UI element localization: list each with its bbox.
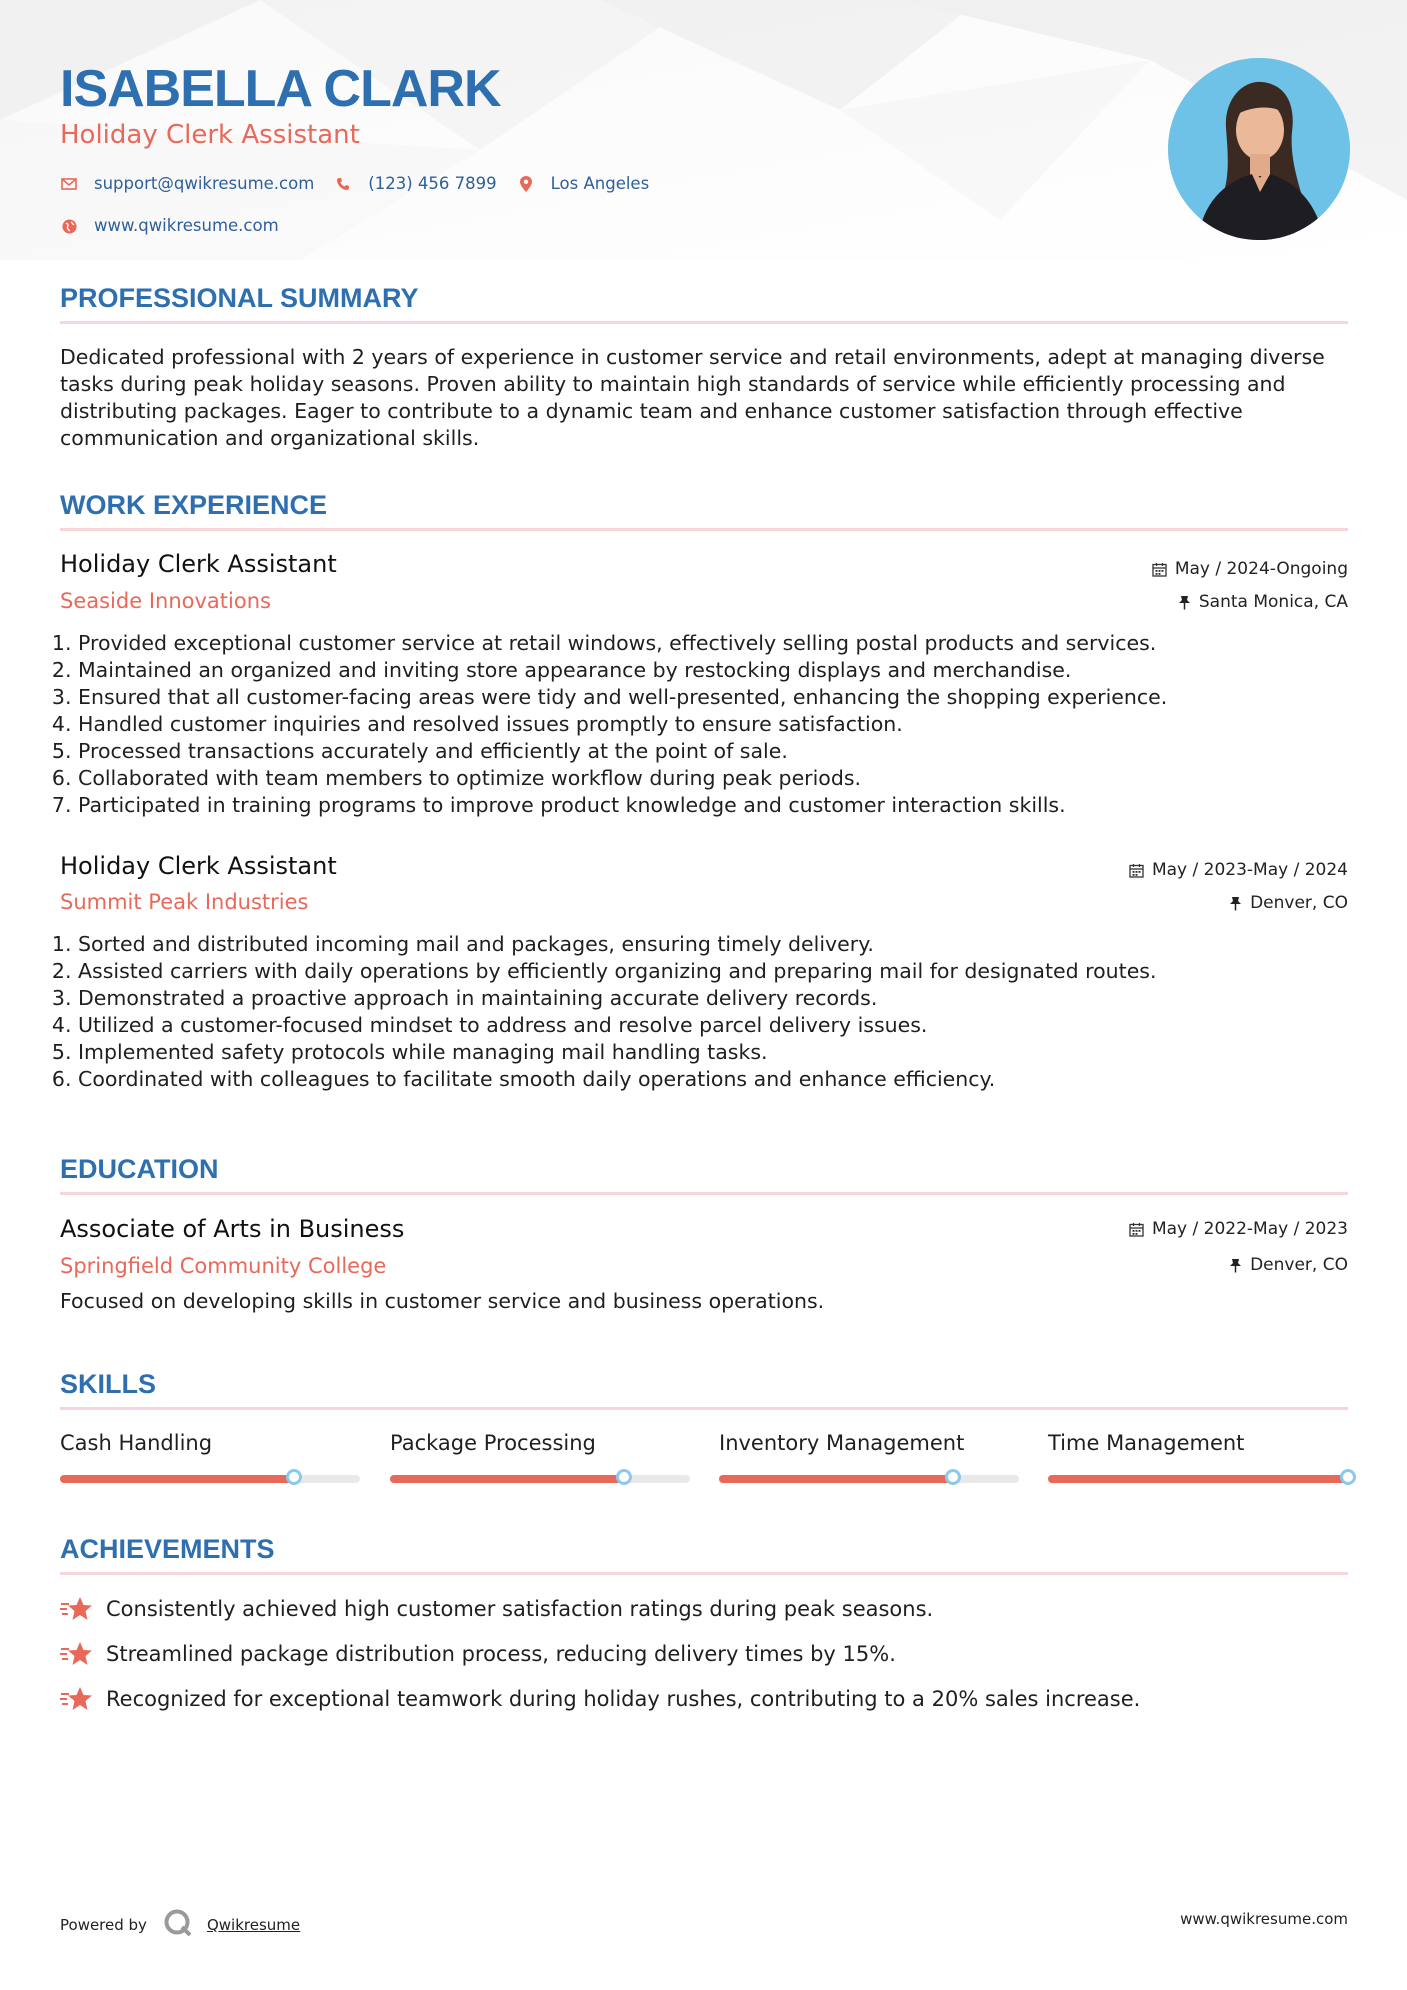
achievements-heading: ACHIEVEMENTS	[60, 1534, 275, 1564]
contact-row-1	[60, 173, 669, 195]
skill-bar	[719, 1475, 1019, 1483]
skills-divider	[60, 1407, 1348, 1410]
job-1-company: Seaside Innovations	[60, 589, 271, 613]
skill-inventory-management	[719, 1429, 1019, 1483]
skills-heading: SKILLS	[60, 1369, 157, 1399]
summary-heading: PROFESSIONAL SUMMARY	[60, 283, 419, 313]
phone-icon	[334, 175, 352, 193]
skill-fill	[60, 1475, 294, 1483]
calendar-icon	[1152, 562, 1167, 577]
achievement-item	[60, 1595, 933, 1623]
skill-label: Cash Handling	[60, 1431, 213, 1455]
job-1-title: Holiday Clerk Assistant	[60, 550, 337, 578]
achievement-item	[60, 1685, 1140, 1713]
education-description: Focused on developing skills in customer service and business operations.	[60, 1289, 825, 1313]
mail-icon	[60, 175, 78, 193]
skill-label: Inventory Management	[719, 1431, 965, 1455]
achievement-item	[60, 1640, 896, 1668]
contact-phone[interactable]	[334, 173, 496, 195]
contact-row-2	[60, 215, 299, 237]
education-school: Springfield Community College	[60, 1254, 387, 1278]
list-item: 3. Demonstrated a proactive approach in maintaining accurate delivery records.	[78, 985, 1348, 1012]
job-1-location-text: Santa Monica, CA	[1198, 592, 1348, 612]
summary-text: Dedicated professional with 2 years of experience in customer service and retail environments, adept at managing diverse tasks during peak holiday seasons. Proven ability to maintain high standards of service while efficiently processing and distributing packages. Eager to contribute to a dynamic team and enhance customer satisfaction through effective communication and organizational skills.	[60, 345, 1325, 450]
job-1-responsibilities	[60, 630, 1348, 819]
location-pin-icon	[517, 175, 535, 193]
education-location-text: Denver, CO	[1250, 1255, 1348, 1275]
job-1-location	[1178, 591, 1348, 613]
skill-package-processing	[390, 1429, 690, 1483]
skill-fill	[1048, 1475, 1348, 1483]
skill-fill	[719, 1475, 953, 1483]
education-location	[1229, 1254, 1348, 1276]
star-icon	[60, 1595, 94, 1623]
star-icon	[60, 1685, 94, 1713]
skill-label: Time Management	[1048, 1431, 1245, 1455]
pushpin-icon	[1178, 595, 1191, 610]
achievement-text: Streamlined package distribution process, reducing delivery times by 15%.	[106, 1642, 896, 1666]
pushpin-icon	[1229, 1258, 1242, 1273]
skill-cash-handling	[60, 1429, 360, 1483]
skill-bar	[60, 1475, 360, 1483]
qwikresume-logo	[163, 1908, 193, 1942]
list-item: 1. Sorted and distributed incoming mail and packages, ensuring timely delivery.	[78, 931, 1348, 958]
location-text: Los Angeles	[550, 174, 650, 193]
skill-fill	[390, 1475, 624, 1483]
phone-text: (123) 456 7899	[368, 174, 497, 193]
job-2-responsibilities	[60, 931, 1348, 1093]
powered-by-label: Powered by	[60, 1916, 147, 1934]
profile-photo	[1168, 58, 1350, 240]
job-1-dates-text: May / 2024-Ongoing	[1174, 559, 1348, 579]
email-text: support@qwikresume.com	[94, 174, 315, 193]
education-dates-text: May / 2022-May / 2023	[1151, 1219, 1348, 1239]
contact-location	[517, 173, 650, 195]
footer-url[interactable]: www.qwikresume.com	[1180, 1910, 1348, 1928]
skill-knob	[945, 1469, 961, 1485]
globe-icon	[60, 217, 78, 235]
job-2-dates	[1129, 859, 1348, 881]
candidate-title: Holiday Clerk Assistant	[60, 120, 360, 150]
contact-website[interactable]	[60, 215, 279, 237]
list-item: 2. Assisted carriers with daily operations by efficiently organizing and preparing mail for designated routes.	[78, 958, 1348, 985]
skill-knob	[616, 1469, 632, 1485]
achievements-divider	[60, 1572, 1348, 1575]
list-item: 2. Maintained an organized and inviting store appearance by restocking displays and merchandise.	[78, 657, 1348, 684]
skill-bar	[390, 1475, 690, 1483]
education-dates	[1129, 1218, 1348, 1240]
experience-divider	[60, 528, 1348, 531]
skill-knob	[1340, 1469, 1356, 1485]
list-item: 7. Participated in training programs to improve product knowledge and customer interaction skills.	[78, 792, 1348, 819]
education-degree: Associate of Arts in Business	[60, 1215, 405, 1243]
footer	[60, 1900, 1348, 1940]
job-2-location	[1229, 892, 1348, 914]
skill-bar	[1048, 1475, 1348, 1483]
list-item: 5. Processed transactions accurately and efficiently at the point of sale.	[78, 738, 1348, 765]
list-item: 6. Coordinated with colleagues to facilitate smooth daily operations and enhance efficiency.	[78, 1066, 1348, 1093]
education-divider	[60, 1192, 1348, 1195]
list-item: 1. Provided exceptional customer service at retail windows, effectively selling postal products and services.	[78, 630, 1348, 657]
achievement-text: Recognized for exceptional teamwork during holiday rushes, contributing to a 20% sales increase.	[106, 1687, 1141, 1711]
powered-by	[60, 1908, 300, 1942]
skill-time-management	[1048, 1429, 1348, 1483]
summary-divider	[60, 321, 1348, 324]
job-2-company: Summit Peak Industries	[60, 890, 309, 914]
pushpin-icon	[1229, 896, 1242, 911]
candidate-name: ISABELLA CLARK	[60, 60, 501, 118]
qwikresume-link[interactable]: Qwikresume	[206, 1916, 301, 1934]
list-item: 3. Ensured that all customer-facing areas were tidy and well-presented, enhancing the shopping experience.	[78, 684, 1348, 711]
calendar-icon	[1129, 1222, 1144, 1237]
list-item: 4. Handled customer inquiries and resolved issues promptly to ensure satisfaction.	[78, 711, 1348, 738]
calendar-icon	[1129, 863, 1144, 878]
star-icon	[60, 1640, 94, 1668]
list-item: 4. Utilized a customer-focused mindset to address and resolve parcel delivery issues.	[78, 1012, 1348, 1039]
list-item: 5. Implemented safety protocols while managing mail handling tasks.	[78, 1039, 1348, 1066]
job-2-dates-text: May / 2023-May / 2024	[1151, 860, 1348, 880]
list-item: 6. Collaborated with team members to optimize workflow during peak periods.	[78, 765, 1348, 792]
skill-label: Package Processing	[390, 1431, 596, 1455]
skill-knob	[286, 1469, 302, 1485]
job-2-title: Holiday Clerk Assistant	[60, 852, 337, 880]
achievement-text: Consistently achieved high customer satisfaction ratings during peak seasons.	[106, 1597, 934, 1621]
website-text: www.qwikresume.com	[94, 216, 279, 235]
experience-heading: WORK EXPERIENCE	[60, 490, 328, 520]
education-heading: EDUCATION	[60, 1154, 219, 1184]
job-1-dates	[1152, 558, 1348, 580]
job-2-location-text: Denver, CO	[1250, 893, 1348, 913]
contact-email[interactable]	[60, 173, 314, 195]
